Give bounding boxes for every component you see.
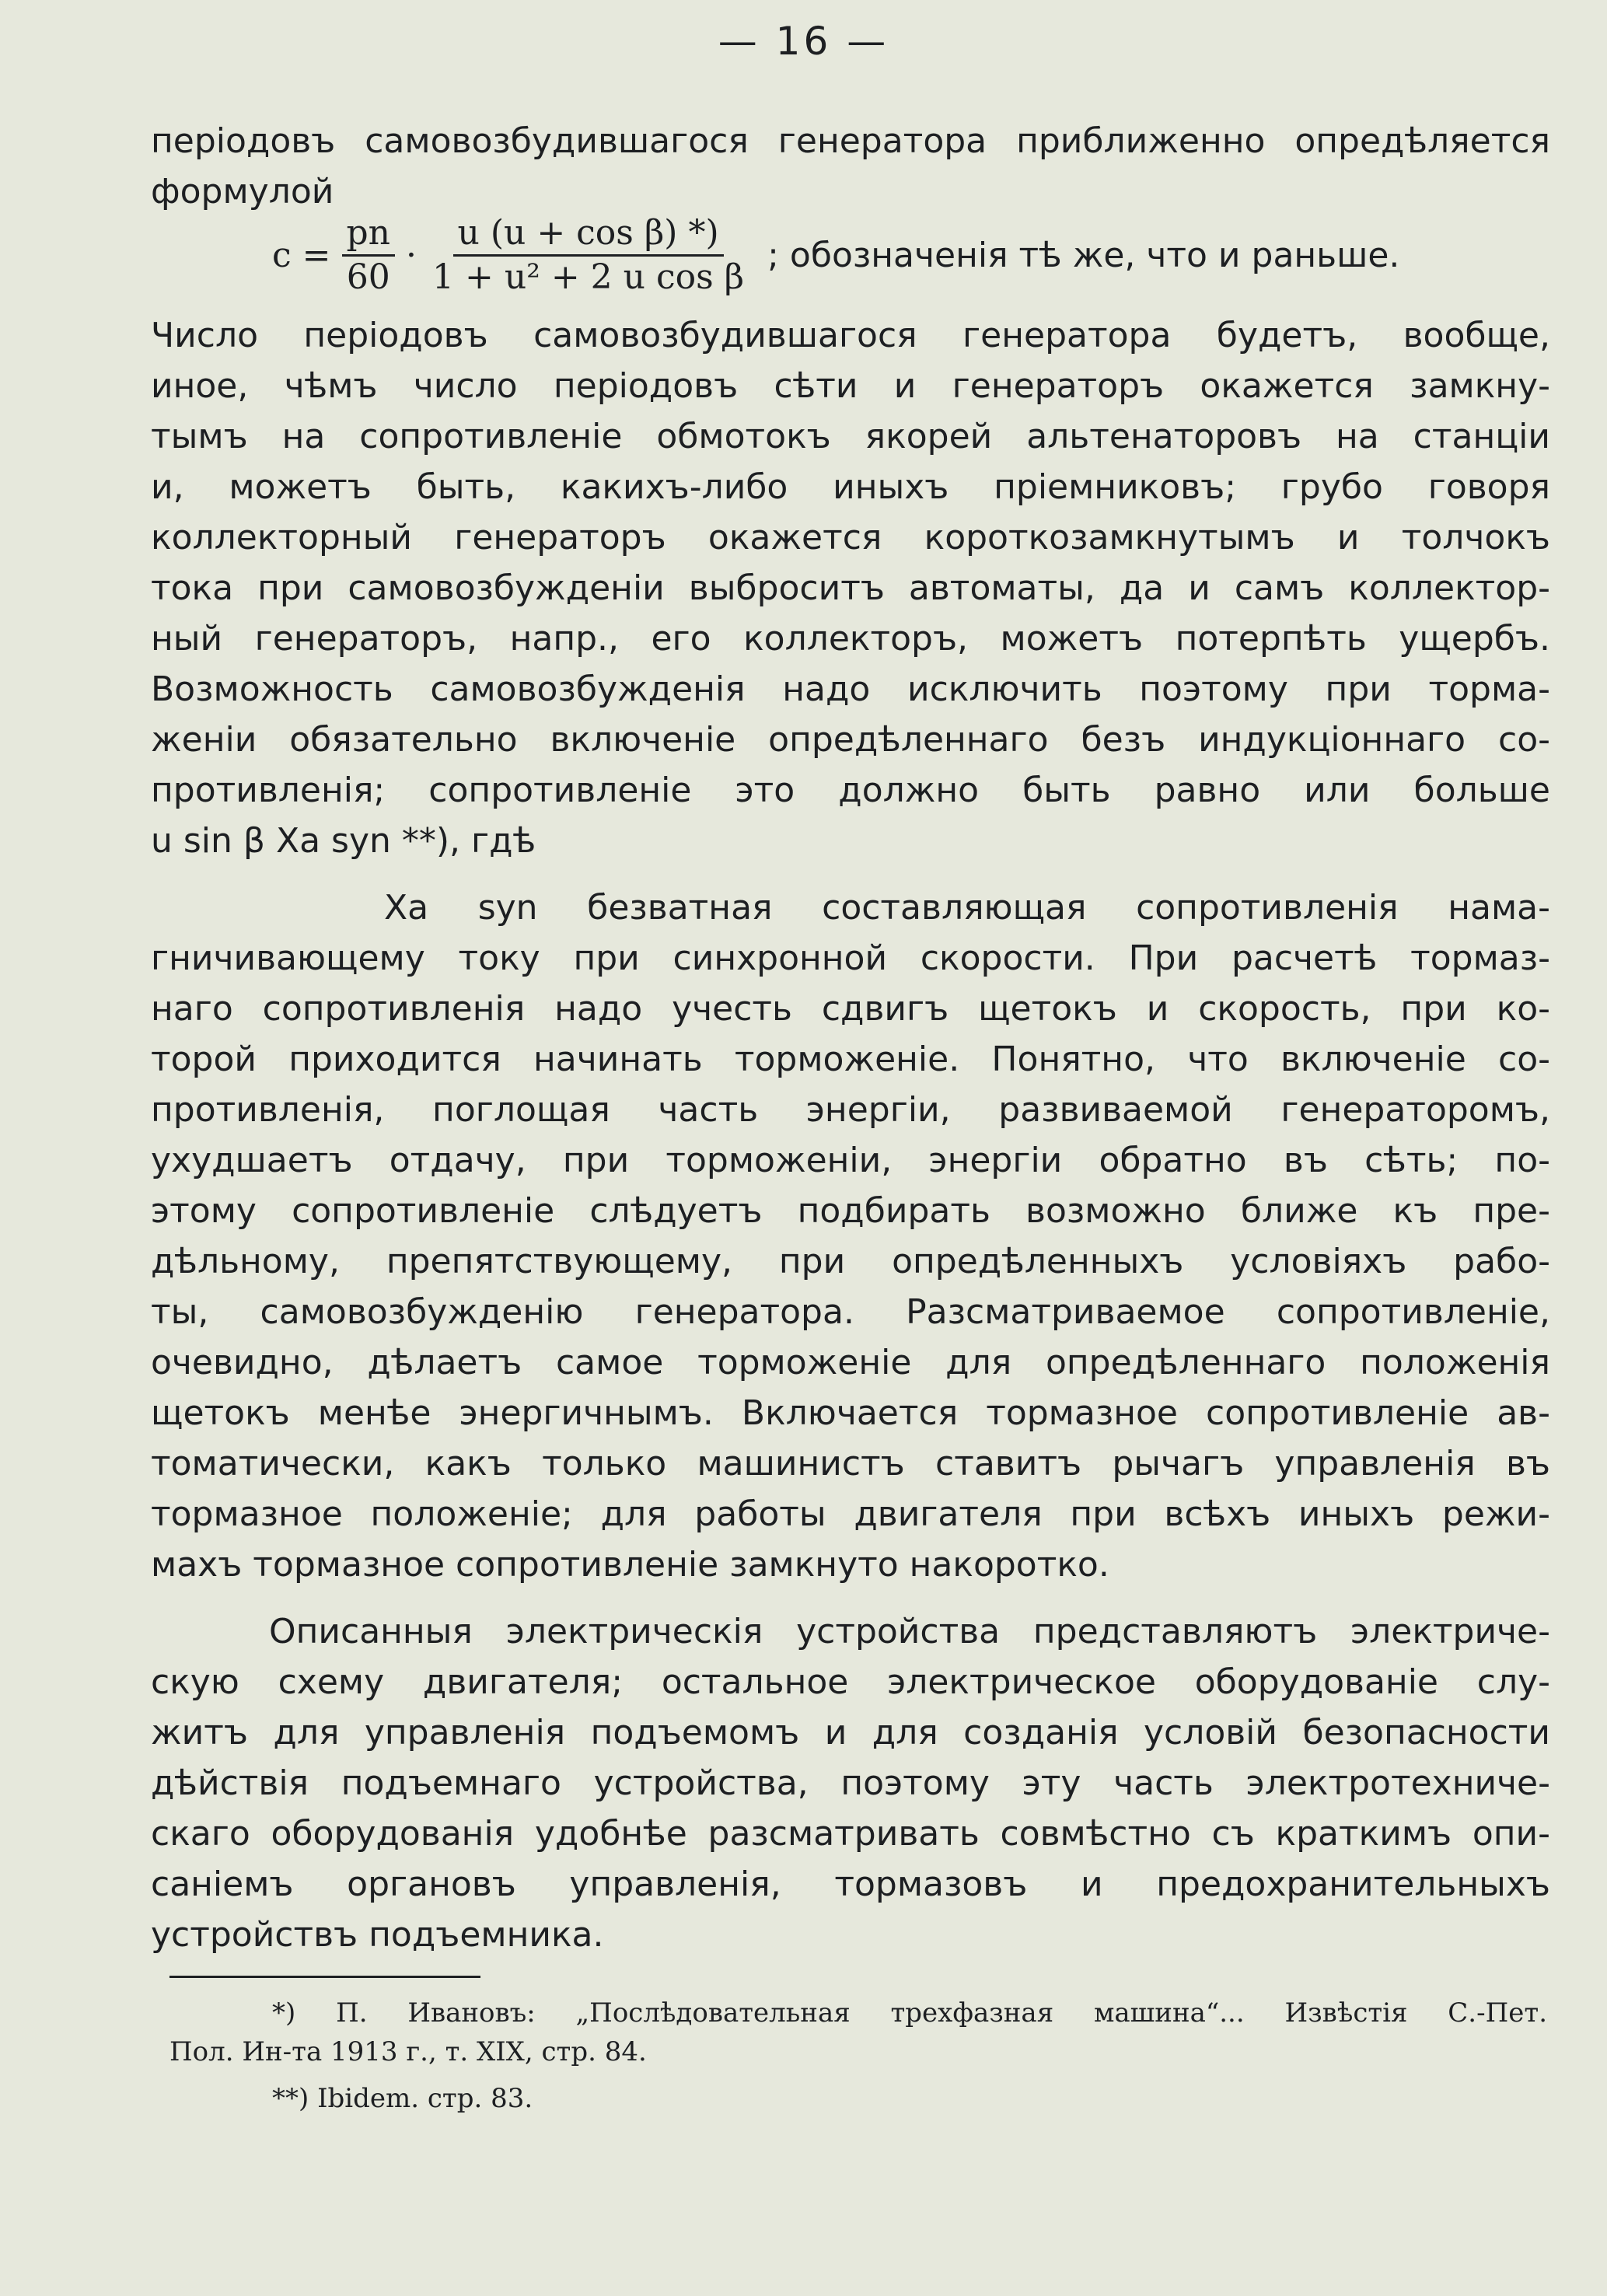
text-line: періодовъ самовозбудившагося генератора приближенно опредѣляется xyxy=(151,121,1550,161)
footnote: *) П. Ивановъ: „Послѣдовательная трехфазная машина“... Извѣстія С.-Пет. xyxy=(272,1997,1547,2029)
page-number: — 16 — xyxy=(718,19,889,64)
formula-dot: · xyxy=(406,235,417,275)
formula xyxy=(272,208,1399,302)
text-line: томатически, какъ только машинистъ ставитъ рычагъ управленія въ xyxy=(151,1444,1550,1483)
text-line: скаго оборудованія удобнѣе разсматривать совмѣстно съ краткимъ опи- xyxy=(151,1814,1550,1854)
text-line: женіи обязательно включеніе опредѣленнаго безъ индукціоннаго со- xyxy=(151,720,1550,760)
formula-lhs: c = xyxy=(272,235,331,275)
text-line: Число періодовъ самовозбудившагося генератора будетъ, вообще, xyxy=(151,316,1550,355)
text-line: Xa syn безватная составляющая сопротивленія нама- xyxy=(384,888,1550,928)
footnote-divider xyxy=(169,1976,480,1978)
text-line: тормазное положеніе; для работы двигателя при всѣхъ иныхъ режи- xyxy=(151,1494,1550,1534)
text-line: ты, самовозбужденію генератора. Разсматриваемое сопротивленіе, xyxy=(151,1292,1550,1332)
formula-fraction-1 xyxy=(342,212,396,299)
text-line: устройствъ подъемника. xyxy=(151,1915,604,1955)
text-line: противленія, поглощая часть энергіи, развиваемой генераторомъ, xyxy=(151,1090,1550,1130)
text-line: махъ тормазное сопротивленіе замкнуто накоротко. xyxy=(151,1545,1109,1585)
formula-denominator: 60 xyxy=(346,257,390,297)
text-line: гничивающему току при синхронной скорости. При расчетѣ тормаз- xyxy=(151,938,1550,978)
text-line: щетокъ менѣе энергичнымъ. Включается тормазное сопротивленіе ав- xyxy=(151,1393,1550,1433)
text-line: формулой xyxy=(151,172,334,211)
formula-denominator: 1 + u² + 2 u cos β xyxy=(432,257,745,297)
text-line: коллекторный генераторъ окажется короткозамкнутымъ и толчокъ xyxy=(151,518,1550,557)
text-line: житъ для управленія подъемомъ и для созданія условій безопасности xyxy=(151,1713,1550,1753)
text-line: Возможность самовозбужденія надо исключить поэтому при торма- xyxy=(151,669,1550,709)
text-line: тока при самовозбужденіи выброситъ автоматы, да и самъ коллектор- xyxy=(151,568,1550,608)
footnote: Пол. Ин-та 1913 г., т. XIX, стр. 84. xyxy=(169,2036,647,2067)
text-line: торой приходится начинать торможеніе. Понятно, что включеніе со- xyxy=(151,1040,1550,1079)
text-line: наго сопротивленія надо учесть сдвигъ щетокъ и скорость, при ко- xyxy=(151,989,1550,1029)
text-line: Описанныя электрическія устройства представляютъ электриче- xyxy=(269,1612,1550,1651)
text-line: и, можетъ быть, какихъ-либо иныхъ пріемниковъ; грубо говоря xyxy=(151,467,1550,507)
formula-numerator: u (u + cos β) *) xyxy=(453,212,724,257)
formula-tail: ; обозначенія тѣ же, что и раньше. xyxy=(767,235,1400,275)
text-line: дѣльному, препятствующему, при опредѣленныхъ условіяхъ рабо- xyxy=(151,1242,1550,1281)
text-line: u sin β Xa syn **), гдѣ xyxy=(151,821,536,861)
footnote: **) Ibidem. стр. 83. xyxy=(272,2083,533,2114)
text-line: скую схему двигателя; остальное электрическое оборудованіе слу- xyxy=(151,1662,1550,1702)
text-line: ный генераторъ, напр., его коллекторъ, можетъ потерпѣть ущербъ. xyxy=(151,619,1550,659)
text-line: тымъ на сопротивленіе обмотокъ якорей альтенаторовъ на станціи xyxy=(151,417,1550,456)
text-line: очевидно, дѣлаетъ самое торможеніе для опредѣленнаго положенія xyxy=(151,1343,1550,1382)
text-line: этому сопротивленіе слѣдуетъ подбирать возможно ближе къ пре- xyxy=(151,1191,1550,1231)
formula-fraction-2 xyxy=(428,212,749,299)
formula-numerator: pn xyxy=(342,212,396,257)
text-line: иное, чѣмъ число періодовъ сѣти и генераторъ окажется замкну- xyxy=(151,366,1550,406)
text-line: противленія; сопротивленіе это должно быть равно или больше xyxy=(151,771,1550,810)
text-line: саніемъ органовъ управленія, тормазовъ и предохранительныхъ xyxy=(151,1864,1550,1904)
text-line: ухудшаетъ отдачу, при торможеніи, энергіи обратно въ сѣть; по- xyxy=(151,1141,1550,1180)
text-line: дѣйствія подъемнаго устройства, поэтому эту часть электротехниче- xyxy=(151,1763,1550,1803)
